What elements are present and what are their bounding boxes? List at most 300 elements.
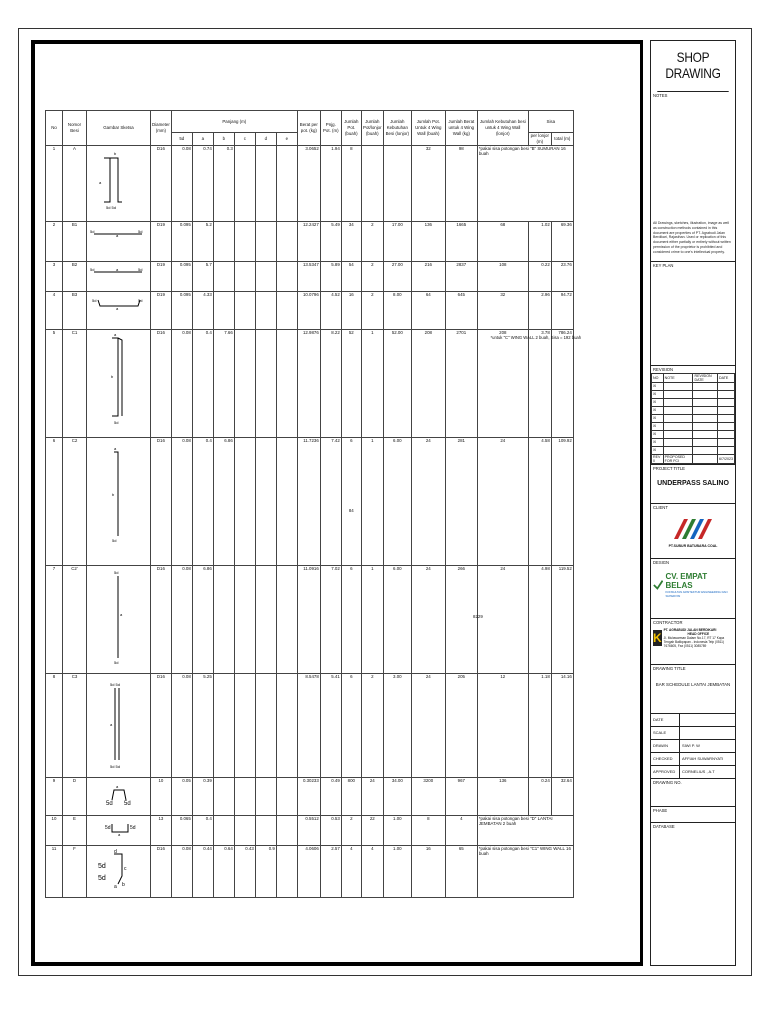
revision-last-date: 6/7/2023 bbox=[717, 454, 734, 463]
cell-c bbox=[234, 222, 255, 262]
cell-s2: 109.92 bbox=[551, 438, 573, 566]
bar-sketch-B2 bbox=[88, 262, 148, 282]
cell-v5d: 0.08 bbox=[171, 674, 192, 778]
cell-no: 10 bbox=[46, 816, 63, 846]
cell-e bbox=[276, 222, 297, 262]
cell-v5d: 0.065 bbox=[171, 816, 192, 846]
cell-c bbox=[234, 146, 255, 222]
cell-b bbox=[213, 262, 234, 292]
svg-text:5d: 5d bbox=[98, 875, 106, 882]
date-label: DATE bbox=[651, 714, 680, 726]
cell-keb: 27.00 bbox=[383, 262, 411, 292]
cell-c bbox=[234, 330, 255, 438]
cell-e bbox=[276, 778, 297, 816]
header-jml-pot-lonjor: Jumlah Pot/lonjor (buah) bbox=[361, 111, 383, 146]
table-row bbox=[46, 816, 574, 846]
cell-b: 6.86 bbox=[213, 438, 234, 566]
cell-a: 6.86 bbox=[192, 566, 213, 674]
table-row bbox=[46, 566, 574, 674]
revision-header-note: NOTE bbox=[663, 373, 693, 382]
cell-w4: 24 bbox=[411, 566, 445, 674]
cell-nomor: B1 bbox=[63, 222, 87, 262]
svg-text:5d 5d: 5d 5d bbox=[106, 205, 117, 210]
svg-text:b: b bbox=[122, 882, 125, 888]
project-label: PROJECT TITLE bbox=[653, 465, 685, 471]
contractor-logo bbox=[651, 626, 735, 650]
cell-berat: 12.2427 bbox=[297, 222, 320, 262]
cell-dia: 10 bbox=[151, 778, 172, 816]
cell-kw4: 68 bbox=[477, 222, 528, 262]
cell-pjg: 4.52 bbox=[320, 292, 341, 330]
header-berat-4wing: Jumlah Berat untuk 4 Wing Wall (kg) bbox=[445, 111, 477, 146]
table-row bbox=[46, 674, 574, 778]
svg-text:5d: 5d bbox=[105, 825, 111, 831]
design-check-icon bbox=[653, 579, 663, 591]
table-row bbox=[46, 330, 574, 438]
cell-w4: 64 bbox=[411, 292, 445, 330]
cell-nomor: C3 bbox=[63, 674, 87, 778]
sketch-cell bbox=[87, 674, 151, 778]
svg-text:5d: 5d bbox=[92, 298, 97, 303]
contractor-label: CONTRACTOR bbox=[653, 619, 683, 625]
cell-dia: D16 bbox=[151, 674, 172, 778]
approved-label: APPROVED bbox=[651, 766, 680, 778]
cell-dia: D19 bbox=[151, 222, 172, 262]
cell-berat: 11.0916 bbox=[297, 566, 320, 674]
svg-text:b: b bbox=[111, 374, 114, 379]
table-row bbox=[46, 292, 574, 330]
drawing-title: BAR SCHEDULE LANTAI JEMBATAN bbox=[655, 681, 731, 687]
cell-jml: 8 bbox=[341, 146, 361, 222]
cell-bw4: 2837 bbox=[445, 262, 477, 292]
cell-no: 2 bbox=[46, 222, 63, 262]
sketch-cell bbox=[87, 778, 151, 816]
cell-d: 0.9 bbox=[255, 846, 276, 898]
cell-b: 0.64 bbox=[213, 846, 234, 898]
cell-b bbox=[213, 566, 234, 674]
cell-keb: 34.00 bbox=[383, 778, 411, 816]
stray-value: 84 bbox=[348, 508, 354, 513]
cell-pjg: 5.41 bbox=[320, 674, 341, 778]
cell-b bbox=[213, 778, 234, 816]
bar-sketch-C2' bbox=[88, 566, 148, 666]
svg-text:5d: 5d bbox=[106, 801, 113, 807]
cell-keb: 17.00 bbox=[383, 222, 411, 262]
cell-lonjor: 22 bbox=[361, 816, 383, 846]
cell-no: 7 bbox=[46, 566, 63, 674]
cell-keb: 52.00 bbox=[383, 330, 411, 438]
cell-pjg: 5.49 bbox=[320, 222, 341, 262]
cell-nomor: C2' bbox=[63, 566, 87, 674]
svg-text:a: a bbox=[114, 884, 117, 890]
svg-text:5d 5d: 5d 5d bbox=[110, 764, 121, 769]
cell-lonjor: 2 bbox=[361, 292, 383, 330]
svg-text:5d: 5d bbox=[124, 801, 131, 807]
svg-text:a: a bbox=[120, 612, 123, 617]
cell-dia: D19 bbox=[151, 262, 172, 292]
revision-header-no: NO bbox=[652, 373, 664, 382]
cell-berat: 0.30233 bbox=[297, 778, 320, 816]
cell-s1: 1.02 bbox=[528, 222, 551, 262]
cell-c: 0.43 bbox=[234, 846, 255, 898]
bar-sketch-B1 bbox=[88, 222, 148, 252]
cell-no: 6 bbox=[46, 438, 63, 566]
cell-kw4-value: 208 bbox=[499, 330, 507, 335]
bar-sketch-F bbox=[88, 846, 148, 892]
cell-e bbox=[276, 262, 297, 292]
header-sub-b: b bbox=[213, 133, 234, 146]
table-row bbox=[46, 222, 574, 262]
svg-text:a: a bbox=[116, 233, 119, 238]
header-sub-a: a bbox=[192, 133, 213, 146]
cell-berat: 11.7236 bbox=[297, 438, 320, 566]
sketch-cell bbox=[87, 262, 151, 292]
cell-jml: 16 bbox=[341, 292, 361, 330]
cell-no: 1 bbox=[46, 146, 63, 222]
bar-sketch-C3 bbox=[88, 674, 148, 774]
contractor-k-icon: K bbox=[653, 630, 662, 645]
cell-no: 3 bbox=[46, 262, 63, 292]
cell-bw4: 967 bbox=[445, 778, 477, 816]
cell-b bbox=[213, 292, 234, 330]
svg-text:b: b bbox=[112, 492, 115, 497]
cell-jml: 6 84 bbox=[341, 438, 361, 566]
cell-no: 11 bbox=[46, 846, 63, 898]
checked-value: AFFIAH SUWARNYATI bbox=[682, 756, 724, 762]
cell-kw4: 108 bbox=[477, 262, 528, 292]
cell-berat: 12.9876 bbox=[297, 330, 320, 438]
cell-lonjor: 1 bbox=[361, 330, 383, 438]
cell-pjg: 7.42 bbox=[320, 438, 341, 566]
sketch-cell bbox=[87, 438, 151, 566]
cell-b bbox=[213, 222, 234, 262]
cell-lonjor: 24 bbox=[361, 778, 383, 816]
cell-d bbox=[255, 438, 276, 566]
cell-bw4: 281 bbox=[445, 438, 477, 566]
design-name: CV. EMPAT BELAS bbox=[665, 571, 708, 590]
cell-kw4: *pakai sisa potongan besi "C1" WING WALL 16 buah bbox=[477, 846, 573, 898]
sketch-cell bbox=[87, 146, 151, 222]
cell-b: 0.3 bbox=[213, 146, 234, 222]
cell-berat: 3.0652 bbox=[297, 146, 320, 222]
svg-text:a: a bbox=[116, 784, 119, 789]
drawn-label: DRAWN bbox=[651, 740, 680, 752]
cell-s2: 119.52 bbox=[551, 566, 573, 674]
cell-berat: 4.0606 bbox=[297, 846, 320, 898]
cell-keb: 6.00 bbox=[383, 438, 411, 566]
cell-c bbox=[234, 438, 255, 566]
cell-bw4: 1665 bbox=[445, 222, 477, 262]
cell-kw4: 24 bbox=[477, 438, 528, 566]
cell-s1: 0.22 bbox=[528, 262, 551, 292]
svg-text:a: a bbox=[110, 722, 113, 727]
cell-bw4: 65 bbox=[445, 846, 477, 898]
cell-no: 8 bbox=[46, 674, 63, 778]
cell-dia: D16 bbox=[151, 566, 172, 674]
keyplan-label: KEY PLAN bbox=[653, 262, 674, 268]
notes-text: All Drawings, sketches, illustration, image as well as construction methods contained in this document are properties of PT. Agrabudi Jalan Berdikari, Rajasthan. Used or replication of this document either partially or entirely without written permission of the proprietor is prohibited and considered crime to one's intellectual property. bbox=[653, 221, 731, 254]
notes-label: NOTES bbox=[653, 93, 668, 98]
sketch-cell bbox=[87, 330, 151, 438]
cell-kw4: 136 bbox=[477, 778, 528, 816]
cell-s1: 4.58 bbox=[528, 438, 551, 566]
cell-kw4: *pakai sisa potongan besi "D" LANTAI JEMBATAN 2 buah bbox=[477, 816, 573, 846]
c1-note: *untuk "C" WING WALL 2 buah, Sisa = 192 buah bbox=[490, 335, 582, 340]
table-row bbox=[46, 262, 574, 292]
cell-c bbox=[234, 566, 255, 674]
cell-dia: D16 bbox=[151, 330, 172, 438]
cell-s1: 1.18 bbox=[528, 674, 551, 778]
cell-dia: D16 bbox=[151, 846, 172, 898]
cell-d bbox=[255, 292, 276, 330]
cell-kw4: *pakai sisa potongan besi "B" SUMURAN 16 buah bbox=[477, 146, 573, 222]
cell-jml: 54 bbox=[341, 262, 361, 292]
svg-text:5d: 5d bbox=[114, 420, 119, 425]
svg-text:5d: 5d bbox=[130, 825, 136, 831]
cell-s2: 69.36 bbox=[551, 222, 573, 262]
cell-v5d: 0.08 bbox=[171, 438, 192, 566]
client-name: PT.SUBUR BATUBARA COAL bbox=[668, 543, 718, 548]
svg-text:5d: 5d bbox=[138, 229, 143, 234]
sketch-cell bbox=[87, 566, 151, 674]
svg-text:a: a bbox=[116, 306, 119, 311]
table-row bbox=[46, 438, 574, 566]
svg-text:b: b bbox=[114, 151, 117, 156]
cell-s2: 23.76 bbox=[551, 262, 573, 292]
cell-w4: 136 bbox=[411, 222, 445, 262]
svg-text:d: d bbox=[114, 849, 117, 855]
cell-d bbox=[255, 816, 276, 846]
cell-berat: 10.0796 bbox=[297, 292, 320, 330]
revision-header-date: DATE bbox=[717, 373, 734, 382]
bar-sketch-A bbox=[88, 146, 148, 214]
svg-text:5d: 5d bbox=[138, 267, 143, 272]
client-logo-icon bbox=[670, 515, 716, 543]
svg-text:5d: 5d bbox=[90, 267, 95, 272]
cell-berat: 8.5478 bbox=[297, 674, 320, 778]
cell-jml: 52 bbox=[341, 330, 361, 438]
cell-nomor: E bbox=[63, 816, 87, 846]
cell-lonjor bbox=[361, 146, 383, 222]
cell-v5d: 0.08 bbox=[171, 330, 192, 438]
cell-jml: 34 bbox=[341, 222, 361, 262]
cell-pjg: 5.89 bbox=[320, 262, 341, 292]
cell-keb: 8.00 bbox=[383, 292, 411, 330]
cell-keb: 3.00 bbox=[383, 674, 411, 778]
header-sub-d: d bbox=[255, 133, 276, 146]
design-logo bbox=[651, 566, 735, 602]
cell-w4: 208 bbox=[411, 330, 445, 438]
cell-w4: 216 bbox=[411, 262, 445, 292]
cell-pjg: 2.57 bbox=[320, 846, 341, 898]
cell-w4: 32 bbox=[411, 146, 445, 222]
cell-v5d: 0.05 bbox=[171, 778, 192, 816]
cell-w4: 8 bbox=[411, 816, 445, 846]
table-row bbox=[46, 778, 574, 816]
svg-text:5d: 5d bbox=[98, 863, 106, 870]
cell-kw4: 12 bbox=[477, 674, 528, 778]
cell-s1: 4.98 bbox=[528, 566, 551, 674]
cell-keb: 6.00 bbox=[383, 566, 411, 674]
header-pjg-pot: Pnjg. Pot. (m) bbox=[320, 111, 341, 146]
header-sub-c: c bbox=[234, 133, 255, 146]
cell-v5d: 0.08 bbox=[171, 566, 192, 674]
cell-kw4: 32 bbox=[477, 292, 528, 330]
revision-header-rev-date: REVISION DATE bbox=[693, 373, 718, 382]
design-sub: KONSULTAN ARSITEKTUR ENGINEERING DAN SUPERVISI bbox=[665, 589, 728, 598]
cell-dia: 13 bbox=[151, 816, 172, 846]
sketch-cell bbox=[87, 816, 151, 846]
cell-s2: 14.16 bbox=[551, 674, 573, 778]
cell-c bbox=[234, 292, 255, 330]
cell-lonjor: 2 bbox=[361, 222, 383, 262]
sketch-cell bbox=[87, 846, 151, 898]
cell-nomor: C2 bbox=[63, 438, 87, 566]
title-block bbox=[650, 40, 736, 966]
cell-nomor: A bbox=[63, 146, 87, 222]
cell-bw4: 645 bbox=[445, 292, 477, 330]
header-sub-5d: 5d bbox=[171, 133, 192, 146]
cell-v5d: 0.08 bbox=[171, 146, 192, 222]
cell-a: 0.39 bbox=[192, 778, 213, 816]
cell-v5d: 0.095 bbox=[171, 222, 192, 262]
cell-pjg: 0.53 bbox=[320, 816, 341, 846]
header-diameter: Diameter (mm) bbox=[151, 111, 172, 146]
cell-c bbox=[234, 778, 255, 816]
cell-b bbox=[213, 816, 234, 846]
svg-text:c: c bbox=[124, 866, 127, 872]
cell-d bbox=[255, 146, 276, 222]
svg-text:a: a bbox=[118, 832, 121, 837]
sketch-cell bbox=[87, 222, 151, 262]
cell-nomor: B2 bbox=[63, 262, 87, 292]
cell-e bbox=[276, 566, 297, 674]
cell-s1: 3.78 bbox=[528, 330, 551, 438]
cell-a: 0.4 bbox=[192, 438, 213, 566]
cell-keb bbox=[383, 146, 411, 222]
sketch-cell bbox=[87, 292, 151, 330]
cell-nomor: F bbox=[63, 846, 87, 898]
cell-nomor: C1 bbox=[63, 330, 87, 438]
database-label: DATABASE bbox=[653, 823, 675, 829]
header-sub-e: e bbox=[276, 133, 297, 146]
svg-text:5d: 5d bbox=[138, 298, 143, 303]
header-sisa-per-lonjor: per lonjor (m) bbox=[528, 133, 551, 146]
svg-text:a: a bbox=[116, 267, 119, 272]
header-nomor: Nomor Besi bbox=[63, 111, 87, 146]
bar-sketch-D bbox=[88, 778, 148, 812]
svg-text:5d: 5d bbox=[114, 660, 119, 665]
cell-a: 4.33 bbox=[192, 292, 213, 330]
scale-label: SCALE bbox=[651, 727, 680, 739]
cell-d bbox=[255, 222, 276, 262]
header-jml-4wing: Jumlah Pot. Untuk 4 Wing Wall (buah) bbox=[411, 111, 445, 146]
header-panjang: Panjang (m) bbox=[171, 111, 297, 133]
cell-d bbox=[255, 778, 276, 816]
cell-bw4: 2701 bbox=[445, 330, 477, 438]
contractor-name: PT. AGRABUDI JALAN BERDIKARI bbox=[663, 627, 717, 632]
cell-lonjor: 1 bbox=[361, 438, 383, 566]
cell-jml: 800 bbox=[341, 778, 361, 816]
client-label: CLIENT bbox=[653, 504, 668, 510]
cell-d bbox=[255, 262, 276, 292]
cell-pjg: 0.49 bbox=[320, 778, 341, 816]
cell-d bbox=[255, 674, 276, 778]
revision-label: REVISION bbox=[653, 366, 674, 372]
cell-e bbox=[276, 330, 297, 438]
cell-lonjor: 2 bbox=[361, 674, 383, 778]
contractor-address: Jl. Mulawarman Dalam No.17, RT 17 Kapa Tengah Balikpapan - Indonesia Telp (0511) 7676605, Fax (0511) 3085789 bbox=[663, 635, 725, 648]
bar-sketch-B3 bbox=[88, 292, 148, 320]
title-shop-drawing: SHOP DRAWING bbox=[657, 41, 728, 92]
cell-a: 0.44 bbox=[192, 846, 213, 898]
cell-lonjor: 2 bbox=[361, 262, 383, 292]
approved-value: CORNELIUS , A.T bbox=[682, 769, 715, 775]
cell-dia: D19 bbox=[151, 292, 172, 330]
cell-s2: 786.24 bbox=[551, 330, 573, 438]
cell-a: 0.4 bbox=[192, 330, 213, 438]
revision-last-note: PROPOSED FOR FCI bbox=[663, 454, 693, 463]
cell-bw4: 266 8229 bbox=[445, 566, 477, 674]
cell-e bbox=[276, 146, 297, 222]
cell-a: 0.74 bbox=[192, 146, 213, 222]
cell-dia: D16 bbox=[151, 438, 172, 566]
cell-jml: 4 bbox=[341, 846, 361, 898]
cell-jml: 6 bbox=[341, 566, 361, 674]
client-logo bbox=[651, 511, 735, 552]
cell-e bbox=[276, 816, 297, 846]
cell-c bbox=[234, 262, 255, 292]
cell-w4: 24 bbox=[411, 438, 445, 566]
cell-v5d: 0.095 bbox=[171, 262, 192, 292]
cell-v5d: 0.095 bbox=[171, 292, 192, 330]
cell-bw4: 205 bbox=[445, 674, 477, 778]
cell-keb: 1.00 bbox=[383, 816, 411, 846]
header-sisa-total: total (m) bbox=[551, 133, 573, 146]
cell-pjg: 8.22 bbox=[320, 330, 341, 438]
svg-text:5d: 5d bbox=[90, 229, 95, 234]
cell-berat: 13.5347 bbox=[297, 262, 320, 292]
cell-no: 9 bbox=[46, 778, 63, 816]
cell-e bbox=[276, 674, 297, 778]
cell-bw4: 98 bbox=[445, 146, 477, 222]
phase-label: PHASE bbox=[653, 807, 668, 813]
cell-keb: 1.00 bbox=[383, 846, 411, 898]
cell-berat: 0.5512 bbox=[297, 816, 320, 846]
header-no: No bbox=[46, 111, 63, 146]
cell-bw4: 4 bbox=[445, 816, 477, 846]
header-berat: Berat per pot. (kg) bbox=[297, 111, 320, 146]
header-sisa: Sisa bbox=[528, 111, 573, 133]
cell-s1: 2.96 bbox=[528, 292, 551, 330]
cell-d bbox=[255, 330, 276, 438]
cell-s2: 94.72 bbox=[551, 292, 573, 330]
cell-b: 7.66 bbox=[213, 330, 234, 438]
cell-dia: D16 bbox=[151, 146, 172, 222]
cell-d bbox=[255, 566, 276, 674]
cell-no: 5 bbox=[46, 330, 63, 438]
drawn-value: SIWI P. W bbox=[682, 743, 700, 749]
header-kebutuhan: Jumlah Kebutuhan Besi (lonjor) bbox=[383, 111, 411, 146]
header-kebutuhan-4wing: Jumlah Kebutuhan besi untuk 4 Wing Wall (lonjor) bbox=[477, 111, 528, 146]
cell-b bbox=[213, 674, 234, 778]
cell-pjg: 1.94 bbox=[320, 146, 341, 222]
cell-c bbox=[234, 674, 255, 778]
cell-no: 4 bbox=[46, 292, 63, 330]
cell-w4: 24 bbox=[411, 674, 445, 778]
bar-sketch-C2 bbox=[88, 438, 148, 548]
cell-c bbox=[234, 816, 255, 846]
